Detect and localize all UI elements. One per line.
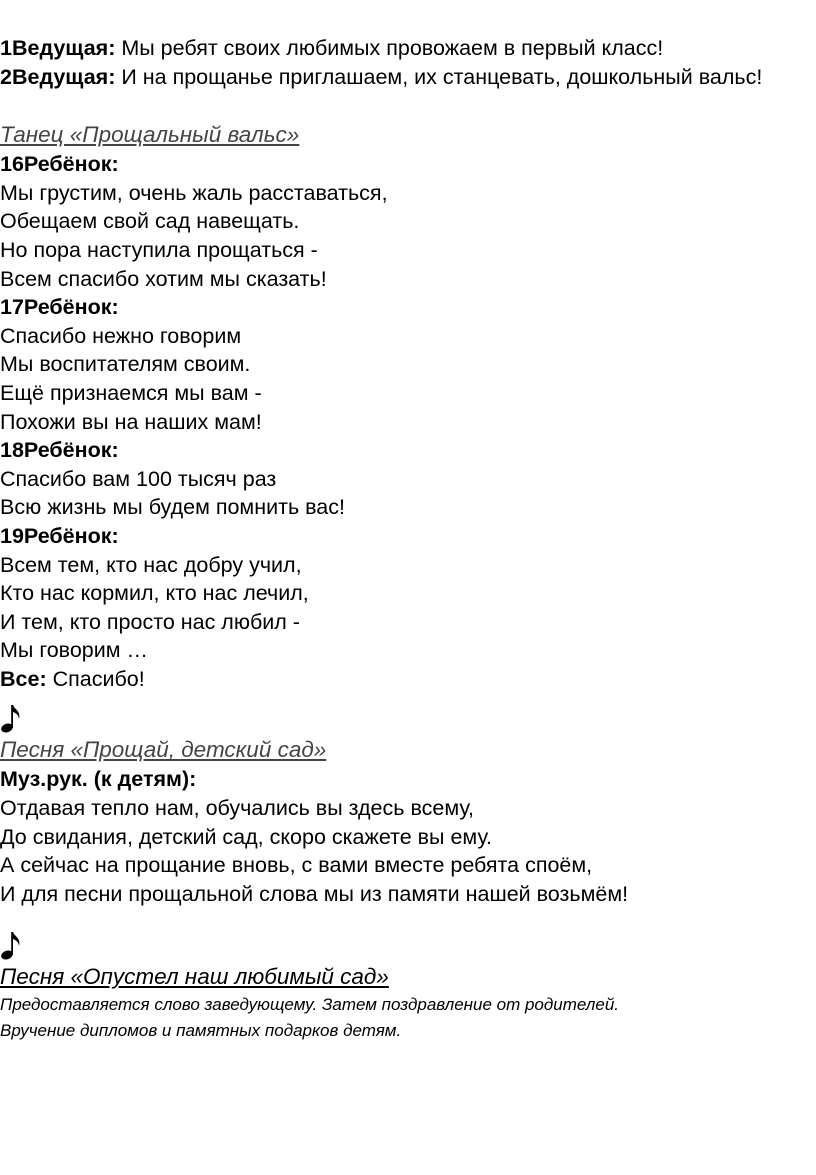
verse-line: Кто нас кормил, кто нас лечил, [0, 581, 309, 606]
spacer [0, 91, 810, 120]
song1-title: Песня «Прощай, детский сад» [0, 737, 327, 763]
verse-line: Но пора наступила прощаться - [0, 237, 318, 262]
intro-line-2 [0, 63, 810, 92]
speaker-heading [0, 765, 810, 794]
speaker-label: 17Ребёнок: [0, 295, 119, 320]
verse-line: И для песни прощальной слова мы из памяти нашей возьмём! [0, 881, 629, 906]
music-note-icon [0, 701, 810, 735]
speaker-heading [0, 150, 810, 179]
intro-line-1 [0, 34, 810, 63]
all-line [0, 665, 810, 694]
verse-line: Спасибо нежно говорим [0, 323, 242, 348]
speech-text: Мы ребят своих любимых провожаем в первый класс! [115, 36, 664, 60]
speaker-heading [0, 436, 810, 465]
verse-line: Мы воспитателям своим. [0, 352, 251, 377]
verse-line: Всем спасибо хотим мы сказать! [0, 266, 327, 291]
verse-line: Мы говорим … [0, 638, 149, 663]
verse-line: Отдавая тепло нам, обучались вы здесь всему, [0, 796, 474, 821]
document-page [0, 34, 810, 1044]
verse-line: Похожи вы на наших мам! [0, 409, 262, 434]
verse-line: Всем тем, кто нас добру учил, [0, 552, 302, 577]
verse-line: Ещё признаемся мы вам - [0, 380, 262, 405]
verse-line: И тем, кто просто нас любил - [0, 609, 300, 634]
stage-direction: Предоставляется слово заведующему. Затем поздравление от родителей. [0, 995, 620, 1015]
speaker-label: 19Ребёнок: [0, 523, 119, 548]
stage-direction: Вручение дипломов и памятных подарков детям. [0, 1021, 402, 1041]
verse-line: Обещаем свой сад навещать. [0, 209, 300, 234]
verse-line: А сейчас на прощание вновь, с вами вместе ребята споём, [0, 853, 593, 878]
speaker-label: Муз.рук. (к детям): [0, 767, 197, 792]
speech-text: И на прощанье приглашаем, их станцевать, дошкольный вальс! [115, 64, 763, 89]
speaker-label: 16Ребёнок: [0, 152, 119, 177]
speaker-label: 18Ребёнок: [0, 438, 119, 463]
dance-title: Танец «Прощальный вальс» [0, 122, 300, 148]
verse-line: Всю жизнь мы будем помнить вас! [0, 495, 345, 520]
speaker-label: Все: [0, 666, 47, 691]
speaker-label: 2Ведущая: [0, 64, 116, 89]
verse-line: Мы грустим, очень жаль расставаться, [0, 180, 388, 205]
speaker-heading [0, 522, 810, 551]
speaker-label: 1Ведущая: [0, 36, 116, 60]
music-note-icon [0, 928, 810, 962]
speaker-heading [0, 293, 810, 322]
verse-line: До свидания, детский сад, скоро скажете вы ему. [0, 824, 493, 849]
song2-title: Песня «Опустел наш любимый сад» [0, 964, 389, 990]
speech-text: Спасибо! [46, 666, 145, 691]
verse-line: Спасибо вам 100 тысяч раз [0, 466, 277, 491]
